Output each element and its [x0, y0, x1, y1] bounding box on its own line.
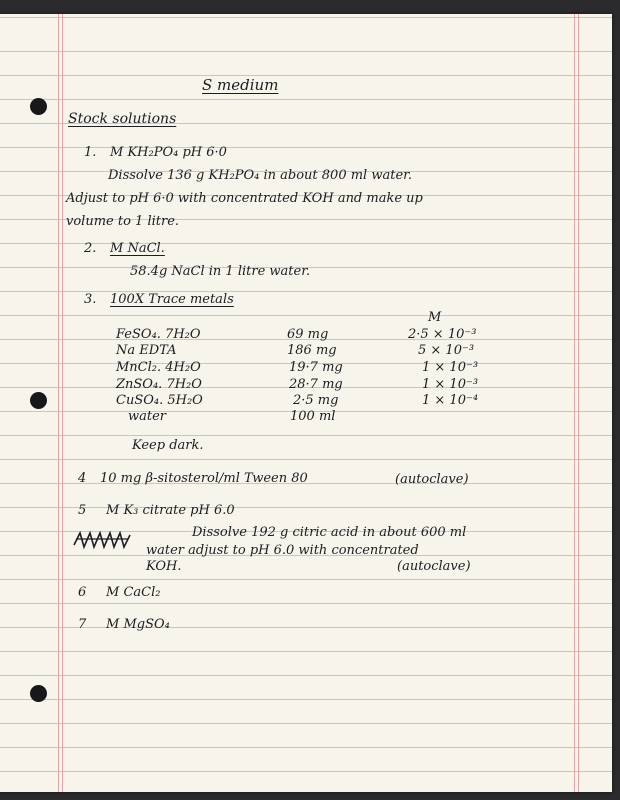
item-label: M CaCl₂ [106, 585, 161, 600]
page-title: S medium [202, 76, 279, 94]
reagent-amount: 2·5 mg [293, 393, 339, 408]
reagent-amount: 69 mg [287, 327, 329, 342]
item-number: 6 [78, 585, 87, 600]
reagent-name: FeSO₄. 7H₂O [116, 327, 201, 342]
reagent-molarity: 2·5 × 10⁻³ [408, 327, 477, 342]
item-number: 5 [78, 503, 87, 518]
reagent-molarity: 1 × 10⁻³ [422, 377, 479, 392]
punch-hole [30, 98, 47, 115]
reagent-amount: 19·7 mg [289, 360, 343, 375]
autoclave-note: (autoclave) [395, 472, 469, 487]
item-number: 1. [84, 145, 97, 160]
crossed-out-scrawl [72, 527, 132, 551]
margin-line [58, 14, 59, 792]
autoclave-note: (autoclave) [397, 559, 471, 574]
reagent-molarity: 1 × 10⁻⁴ [422, 393, 479, 408]
reagent-amount: 100 ml [290, 409, 336, 424]
instruction-line: volume to 1 litre. [66, 214, 180, 229]
item-label: M KH₂PO₄ pH 6·0 [110, 145, 227, 160]
item-label: 100X Trace metals [110, 292, 234, 307]
stock-solutions-heading: Stock solutions [68, 111, 177, 127]
punch-hole [30, 685, 47, 702]
instruction-line: Dissolve 136 g KH₂PO₄ in about 800 ml water. [108, 168, 413, 183]
margin-line [574, 14, 575, 792]
reagent-molarity: 1 × 10⁻³ [422, 360, 479, 375]
margin-line [62, 14, 63, 792]
reagent-name: ZnSO₄. 7H₂O [116, 377, 202, 392]
reagent-molarity: 5 × 10⁻³ [418, 343, 475, 358]
item-label: M K₃ citrate pH 6.0 [106, 503, 235, 518]
reagent-amount: 186 mg [287, 343, 337, 358]
item-number: 4 [78, 471, 87, 486]
item-number: 3. [84, 292, 97, 307]
margin-line [578, 14, 579, 792]
notebook-page [0, 14, 612, 792]
punch-hole [30, 392, 47, 409]
instruction-line: 58.4g NaCl in 1 litre water. [130, 264, 311, 279]
instruction-line: water adjust to pH 6.0 with concentrated [146, 543, 419, 558]
item-label: M NaCl. [110, 241, 165, 256]
instruction-line: Adjust to pH 6·0 with concentrated KOH and make up [66, 191, 423, 206]
reagent-name: MnCl₂. 4H₂O [116, 360, 201, 375]
storage-note: Keep dark. [132, 438, 204, 453]
item-label: M MgSO₄ [106, 617, 170, 632]
reagent-amount: 28·7 mg [289, 377, 343, 392]
reagent-name: water [128, 409, 167, 424]
reagent-name: CuSO₄. 5H₂O [116, 393, 203, 408]
instruction-line: KOH. [146, 559, 182, 574]
item-label: 10 mg β-sitosterol/ml Tween 80 [100, 471, 308, 486]
reagent-name: Na EDTA [116, 343, 177, 358]
item-number: 2. [84, 241, 97, 256]
item-number: 7 [78, 617, 87, 632]
molar-column-header: M [428, 310, 442, 325]
instruction-line: Dissolve 192 g citric acid in about 600 ml [192, 525, 467, 540]
